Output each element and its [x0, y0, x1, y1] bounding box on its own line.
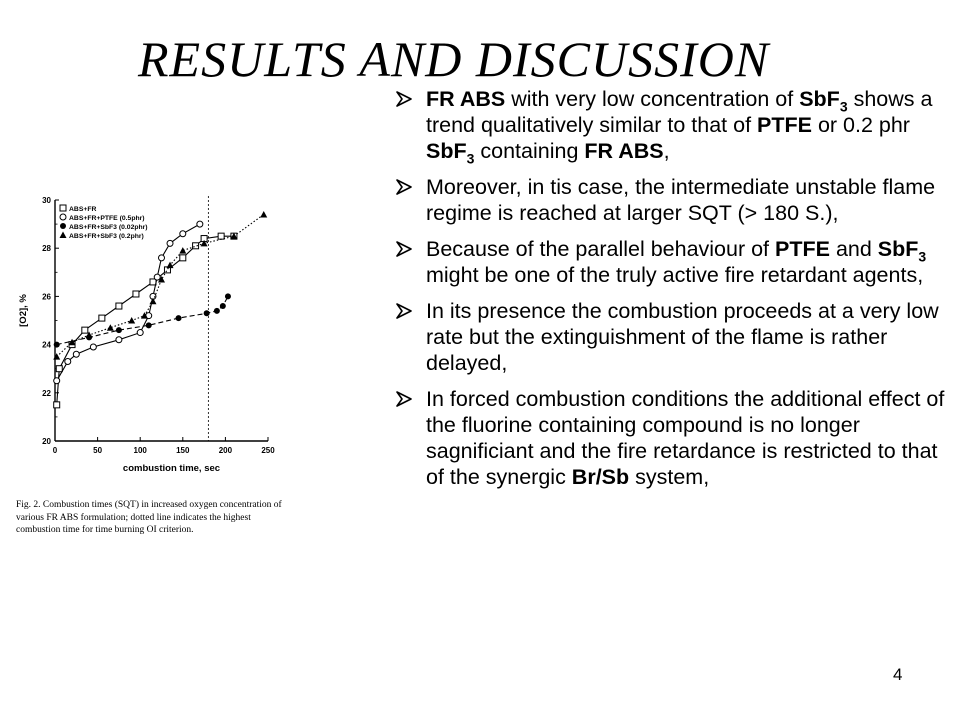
bullet-text: 3 [918, 248, 927, 265]
data-point [73, 351, 79, 357]
y-tick-label: 24 [42, 340, 51, 350]
data-point [137, 330, 143, 336]
x-tick-label: 100 [133, 446, 147, 455]
bullet-text: SbF [426, 139, 467, 163]
arrow-bullet-icon [396, 241, 412, 257]
bullet-text: might be one of the truly active fire retardant agents, [426, 263, 924, 287]
data-point [116, 337, 122, 343]
data-point [167, 240, 173, 246]
x-tick-label: 150 [176, 446, 190, 455]
legend-label: ABS+FR [69, 206, 97, 213]
bullet-text: FR ABS [584, 139, 664, 163]
bullet-item [396, 386, 956, 490]
bullet-text: FR ABS [426, 87, 506, 111]
legend-label: ABS+FR+SbF3 (0.2phr) [69, 233, 144, 240]
page-number: 4 [893, 665, 903, 684]
bullet-text: shows a trend qualitatively similar to that of [426, 87, 933, 137]
data-point [154, 274, 160, 280]
bullet-text: PTFE [757, 113, 812, 137]
arrow-bullet-icon [396, 91, 412, 107]
bullet-text: 3 [839, 98, 848, 115]
data-point [218, 233, 224, 239]
data-point [82, 327, 88, 333]
arrow-bullet-icon [396, 303, 412, 319]
data-point [214, 308, 220, 314]
bullet-text: Br/Sb [571, 465, 630, 489]
x-tick-label: 250 [261, 446, 275, 455]
legend-marker [60, 214, 66, 220]
x-tick-label: 200 [218, 446, 233, 455]
data-point [65, 358, 71, 364]
bullet-text: SbF [877, 237, 919, 261]
y-tick-label: 26 [42, 292, 51, 302]
data-point [133, 291, 139, 297]
bullet-text: or 0.2 phr [811, 113, 910, 137]
data-point [90, 344, 96, 350]
legend-label: ABS+FR+SbF3 (0.02phr) [69, 224, 148, 231]
bullet-text: Moreover, in tis case, the intermediate unstable flame regime is reached at larger SQT (> 180 S.), [426, 175, 936, 225]
bullet-text: SbF [799, 87, 840, 111]
bullet-text: and [829, 237, 878, 261]
series-line [57, 224, 200, 381]
bullet-text: PTFE [775, 237, 830, 261]
data-point [54, 378, 60, 384]
bullet-text: with very low concentration of [505, 87, 800, 111]
data-point [99, 315, 105, 321]
data-point [197, 221, 203, 227]
bullet-item [396, 174, 956, 226]
x-tick-label: 0 [52, 446, 58, 455]
arrow-bullet-icon [396, 391, 412, 407]
data-point [159, 255, 165, 261]
x-tick-label: 50 [93, 446, 103, 455]
data-point [146, 322, 152, 328]
data-point [225, 293, 231, 299]
data-point [176, 315, 182, 321]
bullet-item [396, 236, 956, 288]
slide-title: RESULTS AND DISCUSSION [138, 31, 770, 87]
bullet-list [396, 86, 956, 500]
data-point [204, 310, 210, 316]
data-point [107, 324, 114, 331]
series-line [57, 236, 234, 405]
bullet-item [396, 298, 956, 376]
bullet-text: 3 [466, 150, 475, 167]
data-point [54, 342, 60, 348]
figure-caption: Fig. 2. Combustion times (SQT) in increased oxygen concentration of various FR ABS formulation; dotted line indicates the highest combustion time for time burning OI criterion. [16, 500, 282, 535]
data-point [220, 303, 226, 309]
y-tick-label: 22 [42, 388, 51, 398]
bullet-item [396, 86, 956, 167]
bullet-text: In forced combustion conditions the additional effect of the fluorine containing compound is no longer sagnificiant and the fire retardance is restricted to that of the synergic [426, 387, 945, 489]
legend-label: ABS+FR+PTFE (0.5phr) [69, 215, 145, 222]
x-axis-label: combustion time, sec [122, 463, 221, 474]
data-point [180, 255, 186, 261]
legend-marker [60, 205, 66, 211]
data-point [56, 366, 62, 372]
data-point [116, 327, 122, 333]
y-tick-label: 28 [42, 244, 51, 254]
data-point [54, 402, 60, 408]
bullet-text: , [663, 139, 670, 163]
data-point [128, 317, 135, 324]
bullet-text: containing [474, 139, 585, 163]
bullet-text: Because of the parallel behaviour of [426, 237, 776, 261]
data-point [179, 247, 186, 254]
y-axis-label: [O2], % [18, 294, 29, 327]
legend-marker [60, 223, 66, 229]
bullet-text: In its presence the combustion proceeds at a very low rate but the extinguishment of the flame is rather delayed, [426, 299, 939, 375]
arrow-bullet-icon [396, 179, 412, 195]
bullet-text: system, [629, 465, 710, 489]
data-point [260, 211, 267, 218]
data-point [116, 303, 122, 309]
y-tick-label: 30 [42, 196, 51, 205]
data-point [180, 231, 186, 237]
legend-marker [60, 232, 67, 239]
y-tick-label: 20 [42, 437, 51, 446]
